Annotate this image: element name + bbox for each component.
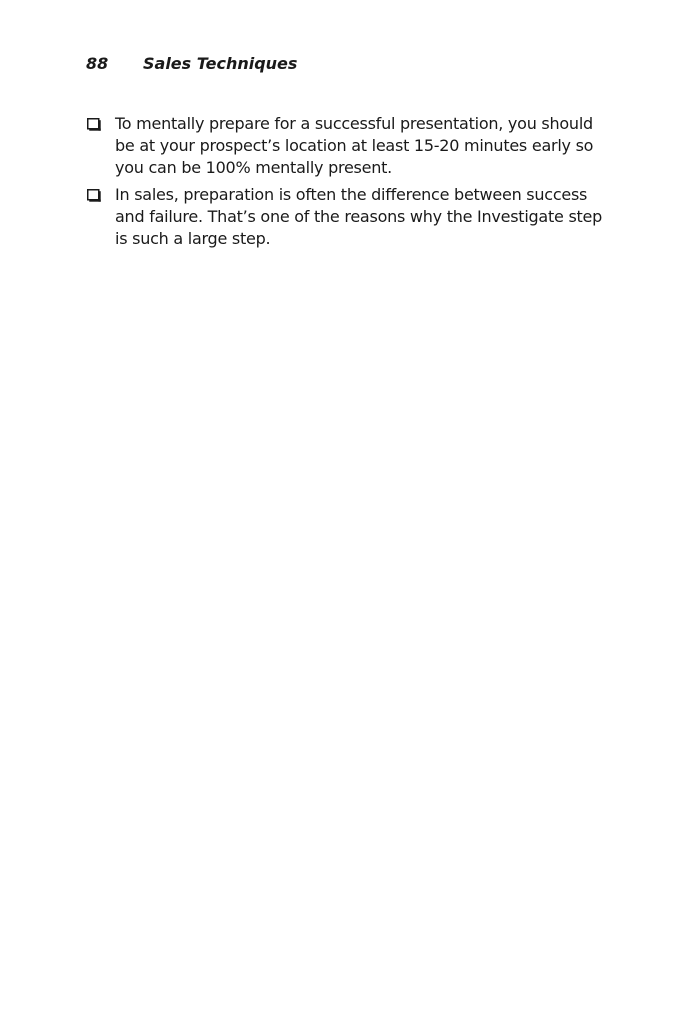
bullet-list: [86, 113, 606, 255]
checkbox-icon: [87, 189, 102, 202]
bullet-item: [86, 113, 606, 179]
page-number: 88: [86, 54, 109, 73]
bullet-text: To mentally prepare for a successful presentation, you should be at your prospect’s location at least 15-20 minutes early so you can be 100% mentally present.: [115, 114, 594, 177]
checkbox-icon: [87, 118, 102, 131]
running-head-title: Sales Techniques: [143, 54, 298, 73]
bullet-item: [86, 184, 606, 250]
running-head: [86, 53, 297, 75]
bullet-text: In sales, preparation is often the difference between success and failure. That’s one of the reasons why the Investigate step is such a large step.: [115, 185, 603, 248]
